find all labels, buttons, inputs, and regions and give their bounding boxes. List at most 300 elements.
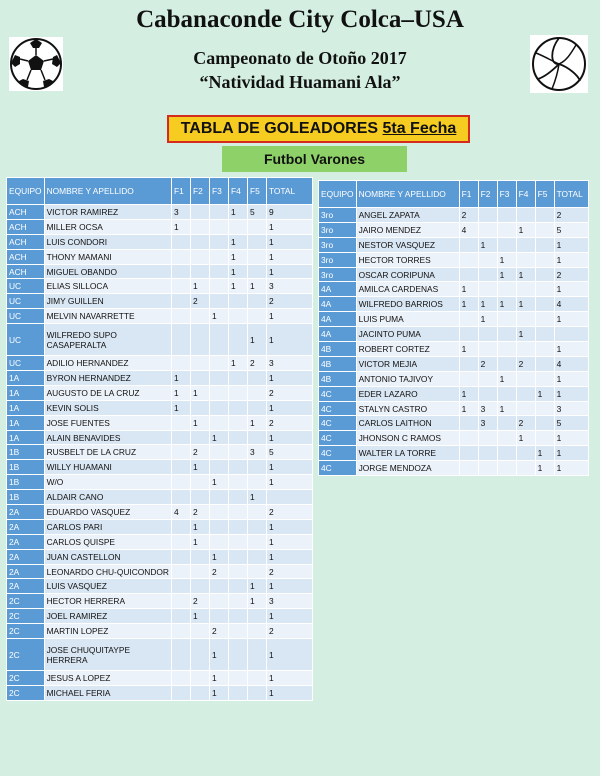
goals-cell	[171, 594, 190, 609]
goals-cell	[535, 222, 554, 237]
table-row	[7, 234, 313, 249]
goals-cell: 2	[459, 208, 478, 223]
goals-cell	[171, 519, 190, 534]
goals-cell: 1	[459, 401, 478, 416]
table-row	[7, 356, 313, 371]
goals-cell	[209, 205, 228, 220]
goals-cell	[459, 237, 478, 252]
player-name-cell: WILFREDO BARRIOS	[356, 297, 459, 312]
goals-cell	[209, 324, 228, 356]
goals-cell: 1	[554, 446, 588, 461]
goals-cell: 1	[266, 685, 312, 700]
player-name-cell: VICTOR MEJIA	[356, 356, 459, 371]
player-name-cell: ANTONIO TAJIVOY	[356, 371, 459, 386]
table-row	[7, 609, 313, 624]
player-name-cell: AMILCA CARDENAS	[356, 282, 459, 297]
player-name-cell: LUIS VASQUEZ	[44, 579, 171, 594]
table-row	[319, 416, 589, 431]
goals-cell: 2	[190, 505, 209, 520]
goals-cell: 1	[516, 327, 535, 342]
team-cell: 4A	[319, 327, 357, 342]
goals-cell: 1	[247, 579, 266, 594]
table-row	[7, 264, 313, 279]
table-row	[7, 460, 313, 475]
goals-cell: 1	[554, 237, 588, 252]
player-name-cell: HECTOR TORRES	[356, 252, 459, 267]
goals-cell	[209, 371, 228, 386]
team-cell: 1B	[7, 490, 45, 505]
goals-cell: 2	[190, 445, 209, 460]
goals-cell: 1	[209, 639, 228, 671]
team-cell: UC	[7, 294, 45, 309]
goals-cell	[516, 312, 535, 327]
goals-cell: 3	[266, 356, 312, 371]
goals-cell	[228, 639, 247, 671]
goals-cell: 1	[209, 430, 228, 445]
player-name-cell: WALTER LA TORRE	[356, 446, 459, 461]
team-cell: 4C	[319, 431, 357, 446]
goals-cell	[497, 386, 516, 401]
table-row	[319, 222, 589, 237]
team-cell: 1B	[7, 475, 45, 490]
volleyball-icon	[530, 35, 588, 93]
goals-cell: 1	[516, 222, 535, 237]
soccer-ball-icon	[9, 37, 63, 91]
column-header: EQUIPO	[319, 181, 357, 208]
goals-cell	[535, 342, 554, 357]
goals-cell	[516, 342, 535, 357]
goals-cell	[171, 356, 190, 371]
goals-cell	[247, 219, 266, 234]
table-row	[7, 249, 313, 264]
goals-cell	[228, 490, 247, 505]
team-cell: 1A	[7, 385, 45, 400]
goals-cell	[171, 279, 190, 294]
goals-cell: 3	[478, 401, 497, 416]
goals-cell: 1	[190, 415, 209, 430]
column-header: F2	[478, 181, 497, 208]
player-name-cell: WILFREDO SUPO CASAPERALTA	[44, 324, 171, 356]
table-row	[319, 431, 589, 446]
team-cell: 2C	[7, 671, 45, 686]
team-cell: 3ro	[319, 237, 357, 252]
table-row	[319, 342, 589, 357]
table-row	[7, 475, 313, 490]
table-row	[7, 371, 313, 386]
goals-cell: 5	[554, 222, 588, 237]
goals-cell	[171, 460, 190, 475]
team-cell: 4B	[319, 342, 357, 357]
goals-cell: 1	[228, 264, 247, 279]
goals-cell	[247, 475, 266, 490]
left-scorers-table	[6, 177, 313, 701]
goals-cell: 1	[247, 490, 266, 505]
goals-cell	[247, 371, 266, 386]
goals-cell: 1	[247, 594, 266, 609]
goals-cell: 1	[247, 415, 266, 430]
goals-cell: 1	[171, 400, 190, 415]
goals-cell: 1	[266, 460, 312, 475]
goals-cell	[209, 249, 228, 264]
team-cell: 1A	[7, 415, 45, 430]
team-cell: UC	[7, 356, 45, 371]
goals-cell: 9	[266, 205, 312, 220]
goals-cell: 1	[554, 461, 588, 476]
goals-cell	[209, 385, 228, 400]
goals-cell: 2	[266, 505, 312, 520]
goals-cell: 1	[516, 431, 535, 446]
column-header: TOTAL	[266, 178, 312, 205]
right-scorers-table	[318, 180, 589, 476]
player-name-cell: CARLOS PARI	[44, 519, 171, 534]
goals-cell: 1	[459, 282, 478, 297]
goals-cell	[535, 431, 554, 446]
goals-cell	[190, 549, 209, 564]
column-header: F5	[535, 181, 554, 208]
table-row	[319, 252, 589, 267]
table-row	[319, 237, 589, 252]
goals-cell	[535, 297, 554, 312]
player-name-cell: JOSE CHUQUITAYPE HERRERA	[44, 639, 171, 671]
goals-cell: 1	[478, 297, 497, 312]
player-name-cell: JHONSON C RAMOS	[356, 431, 459, 446]
goals-cell	[247, 609, 266, 624]
player-name-cell: CARLOS QUISPE	[44, 534, 171, 549]
goals-cell	[478, 431, 497, 446]
goals-cell: 2	[247, 356, 266, 371]
team-cell: 2C	[7, 594, 45, 609]
goals-cell	[190, 430, 209, 445]
team-cell: 4A	[319, 312, 357, 327]
goals-cell: 1	[266, 309, 312, 324]
goals-cell	[459, 446, 478, 461]
goals-cell: 1	[554, 386, 588, 401]
team-cell: 3ro	[319, 252, 357, 267]
goals-cell	[497, 237, 516, 252]
team-cell: 4A	[319, 297, 357, 312]
player-name-cell: HECTOR HERRERA	[44, 594, 171, 609]
goals-cell: 1	[266, 549, 312, 564]
goals-cell	[247, 460, 266, 475]
goals-cell	[247, 534, 266, 549]
goals-cell	[478, 371, 497, 386]
goals-cell	[535, 208, 554, 223]
goals-cell: 1	[535, 446, 554, 461]
goals-cell	[535, 327, 554, 342]
goals-cell	[190, 219, 209, 234]
goals-cell	[228, 460, 247, 475]
goals-cell	[209, 534, 228, 549]
goals-cell: 3	[478, 416, 497, 431]
goals-cell: 1	[171, 385, 190, 400]
goals-cell	[209, 505, 228, 520]
goals-cell	[228, 624, 247, 639]
goals-cell	[228, 609, 247, 624]
column-header: F1	[171, 178, 190, 205]
team-cell: ACH	[7, 219, 45, 234]
goals-cell	[516, 208, 535, 223]
team-cell: ACH	[7, 264, 45, 279]
goals-cell	[516, 386, 535, 401]
goals-cell	[190, 400, 209, 415]
goals-cell: 1	[209, 685, 228, 700]
team-cell: UC	[7, 279, 45, 294]
table-row	[7, 671, 313, 686]
goals-cell: 1	[266, 400, 312, 415]
goals-cell	[535, 356, 554, 371]
table-row	[7, 400, 313, 415]
goals-cell: 1	[266, 519, 312, 534]
goals-cell	[209, 219, 228, 234]
goals-cell: 1	[497, 267, 516, 282]
goals-cell	[171, 430, 190, 445]
team-cell: 2A	[7, 534, 45, 549]
goals-cell	[497, 446, 516, 461]
goals-cell	[171, 294, 190, 309]
goals-cell	[478, 446, 497, 461]
goals-cell	[171, 564, 190, 579]
table-row	[319, 356, 589, 371]
goals-cell	[247, 309, 266, 324]
goals-cell	[228, 671, 247, 686]
goals-cell	[209, 279, 228, 294]
team-cell: 3ro	[319, 208, 357, 223]
team-cell: 1A	[7, 400, 45, 415]
player-name-cell: ALDAIR CANO	[44, 490, 171, 505]
goals-cell	[535, 401, 554, 416]
goals-cell	[516, 237, 535, 252]
table-row	[7, 309, 313, 324]
goals-cell	[228, 475, 247, 490]
goals-cell	[516, 461, 535, 476]
column-header: F3	[497, 181, 516, 208]
goals-cell	[535, 252, 554, 267]
goals-cell: 1	[497, 297, 516, 312]
goals-cell	[171, 579, 190, 594]
goals-cell: 2	[266, 294, 312, 309]
goals-cell	[478, 252, 497, 267]
goals-cell	[516, 446, 535, 461]
player-name-cell: JESUS A LOPEZ	[44, 671, 171, 686]
column-header: F5	[247, 178, 266, 205]
goals-cell	[516, 371, 535, 386]
goals-cell	[209, 609, 228, 624]
team-cell: 2A	[7, 579, 45, 594]
goals-cell: 1	[535, 386, 554, 401]
goals-cell: 1	[266, 430, 312, 445]
column-header: F1	[459, 181, 478, 208]
player-name-cell: JORGE MENDOZA	[356, 461, 459, 476]
goals-cell	[190, 624, 209, 639]
goals-cell	[228, 430, 247, 445]
goals-cell	[247, 294, 266, 309]
goals-cell	[497, 208, 516, 223]
goals-cell: 4	[459, 222, 478, 237]
team-cell: 2C	[7, 609, 45, 624]
player-name-cell: ROBERT CORTEZ	[356, 342, 459, 357]
goals-cell	[171, 309, 190, 324]
goals-cell: 1	[554, 342, 588, 357]
table-row	[7, 430, 313, 445]
goals-cell: 3	[247, 445, 266, 460]
goals-cell: 1	[266, 264, 312, 279]
table-row	[319, 282, 589, 297]
goals-cell	[228, 219, 247, 234]
player-name-cell: LUIS PUMA	[356, 312, 459, 327]
goals-cell	[247, 264, 266, 279]
goals-cell	[535, 237, 554, 252]
goals-cell: 4	[554, 297, 588, 312]
player-name-cell: ANGEL ZAPATA	[356, 208, 459, 223]
goals-cell	[209, 579, 228, 594]
player-name-cell: EDUARDO VASQUEZ	[44, 505, 171, 520]
team-cell: 4C	[319, 416, 357, 431]
player-name-cell: JAIRO MENDEZ	[356, 222, 459, 237]
goals-cell	[228, 445, 247, 460]
table-header-row	[7, 178, 313, 205]
category-label: Futbol Varones	[222, 146, 407, 172]
goals-cell: 2	[209, 624, 228, 639]
column-header: F4	[516, 181, 535, 208]
goals-cell: 1	[190, 279, 209, 294]
team-cell: 4B	[319, 371, 357, 386]
goals-cell	[535, 282, 554, 297]
table-row	[7, 534, 313, 549]
goals-cell	[171, 234, 190, 249]
player-name-cell: STALYN CASTRO	[356, 401, 459, 416]
goals-cell: 1	[497, 371, 516, 386]
goals-cell	[247, 234, 266, 249]
goals-cell	[247, 624, 266, 639]
goals-cell: 1	[266, 219, 312, 234]
player-name-cell: EDER LAZARO	[356, 386, 459, 401]
goals-cell	[228, 579, 247, 594]
table-row	[7, 279, 313, 294]
player-name-cell: W/O	[44, 475, 171, 490]
goals-cell	[209, 294, 228, 309]
table-row	[7, 490, 313, 505]
goals-cell	[535, 267, 554, 282]
goals-cell	[497, 461, 516, 476]
goals-cell	[171, 549, 190, 564]
goals-cell	[478, 327, 497, 342]
team-cell: ACH	[7, 205, 45, 220]
goals-cell	[554, 327, 588, 342]
goals-cell: 1	[190, 534, 209, 549]
goals-cell	[209, 490, 228, 505]
table-row	[319, 208, 589, 223]
table-row	[7, 519, 313, 534]
team-cell: 1A	[7, 430, 45, 445]
goals-cell: 1	[554, 282, 588, 297]
goals-cell: 2	[209, 564, 228, 579]
goals-cell	[459, 371, 478, 386]
table-row	[7, 685, 313, 700]
goals-cell	[247, 430, 266, 445]
team-cell: 1B	[7, 460, 45, 475]
player-name-cell: MIGUEL OBANDO	[44, 264, 171, 279]
goals-cell	[209, 400, 228, 415]
goals-cell	[171, 445, 190, 460]
goals-cell	[535, 416, 554, 431]
player-name-cell: THONY MAMANI	[44, 249, 171, 264]
team-cell: UC	[7, 324, 45, 356]
player-name-cell: NESTOR VASQUEZ	[356, 237, 459, 252]
goals-cell	[497, 222, 516, 237]
goals-cell: 1	[190, 385, 209, 400]
player-name-cell: MARTIN LOPEZ	[44, 624, 171, 639]
goals-cell: 1	[266, 249, 312, 264]
table-row	[7, 579, 313, 594]
player-name-cell: JUAN CASTELLON	[44, 549, 171, 564]
player-name-cell: JOSE FUENTES	[44, 415, 171, 430]
goals-cell: 1	[266, 234, 312, 249]
goals-cell	[190, 249, 209, 264]
goals-cell: 1	[209, 549, 228, 564]
goals-cell	[478, 342, 497, 357]
goals-cell	[228, 400, 247, 415]
goals-cell	[516, 252, 535, 267]
goals-cell: 1	[247, 324, 266, 356]
goals-cell	[171, 249, 190, 264]
scorers-table-banner	[167, 115, 470, 143]
goals-cell	[228, 294, 247, 309]
player-name-cell: AUGUSTO DE LA CRUZ	[44, 385, 171, 400]
goals-cell	[228, 385, 247, 400]
goals-cell	[190, 475, 209, 490]
goals-cell	[190, 205, 209, 220]
goals-cell	[190, 579, 209, 594]
goals-cell: 1	[459, 342, 478, 357]
goals-cell	[497, 342, 516, 357]
player-name-cell: LEONARDO CHU-QUICONDOR	[44, 564, 171, 579]
goals-cell: 1	[209, 309, 228, 324]
goals-cell	[228, 594, 247, 609]
goals-cell: 1	[171, 371, 190, 386]
goals-cell: 3	[266, 279, 312, 294]
goals-cell	[228, 685, 247, 700]
table-row	[7, 594, 313, 609]
goals-cell: 1	[535, 461, 554, 476]
goals-cell	[535, 371, 554, 386]
goals-cell: 1	[228, 234, 247, 249]
table-row	[7, 415, 313, 430]
table-row	[319, 267, 589, 282]
goals-cell: 1	[266, 609, 312, 624]
goals-cell: 2	[266, 624, 312, 639]
team-cell: 3ro	[319, 222, 357, 237]
goals-cell: 1	[266, 371, 312, 386]
goals-cell	[459, 416, 478, 431]
goals-cell	[459, 312, 478, 327]
goals-cell	[478, 386, 497, 401]
player-name-cell: RUSBELT DE LA CRUZ	[44, 445, 171, 460]
goals-cell: 1	[209, 475, 228, 490]
goals-cell	[516, 401, 535, 416]
player-name-cell: CARLOS LAITHON	[356, 416, 459, 431]
goals-cell: 1	[266, 324, 312, 356]
goals-cell: 1	[516, 297, 535, 312]
player-name-cell: MILLER OCSA	[44, 219, 171, 234]
table-row	[7, 505, 313, 520]
goals-cell	[247, 671, 266, 686]
team-cell: 1A	[7, 371, 45, 386]
team-cell: 4C	[319, 386, 357, 401]
banner-prefix: TABLA DE GOLEADORES	[180, 120, 383, 137]
team-cell: 2A	[7, 519, 45, 534]
goals-cell	[190, 685, 209, 700]
goals-cell: 1	[554, 371, 588, 386]
